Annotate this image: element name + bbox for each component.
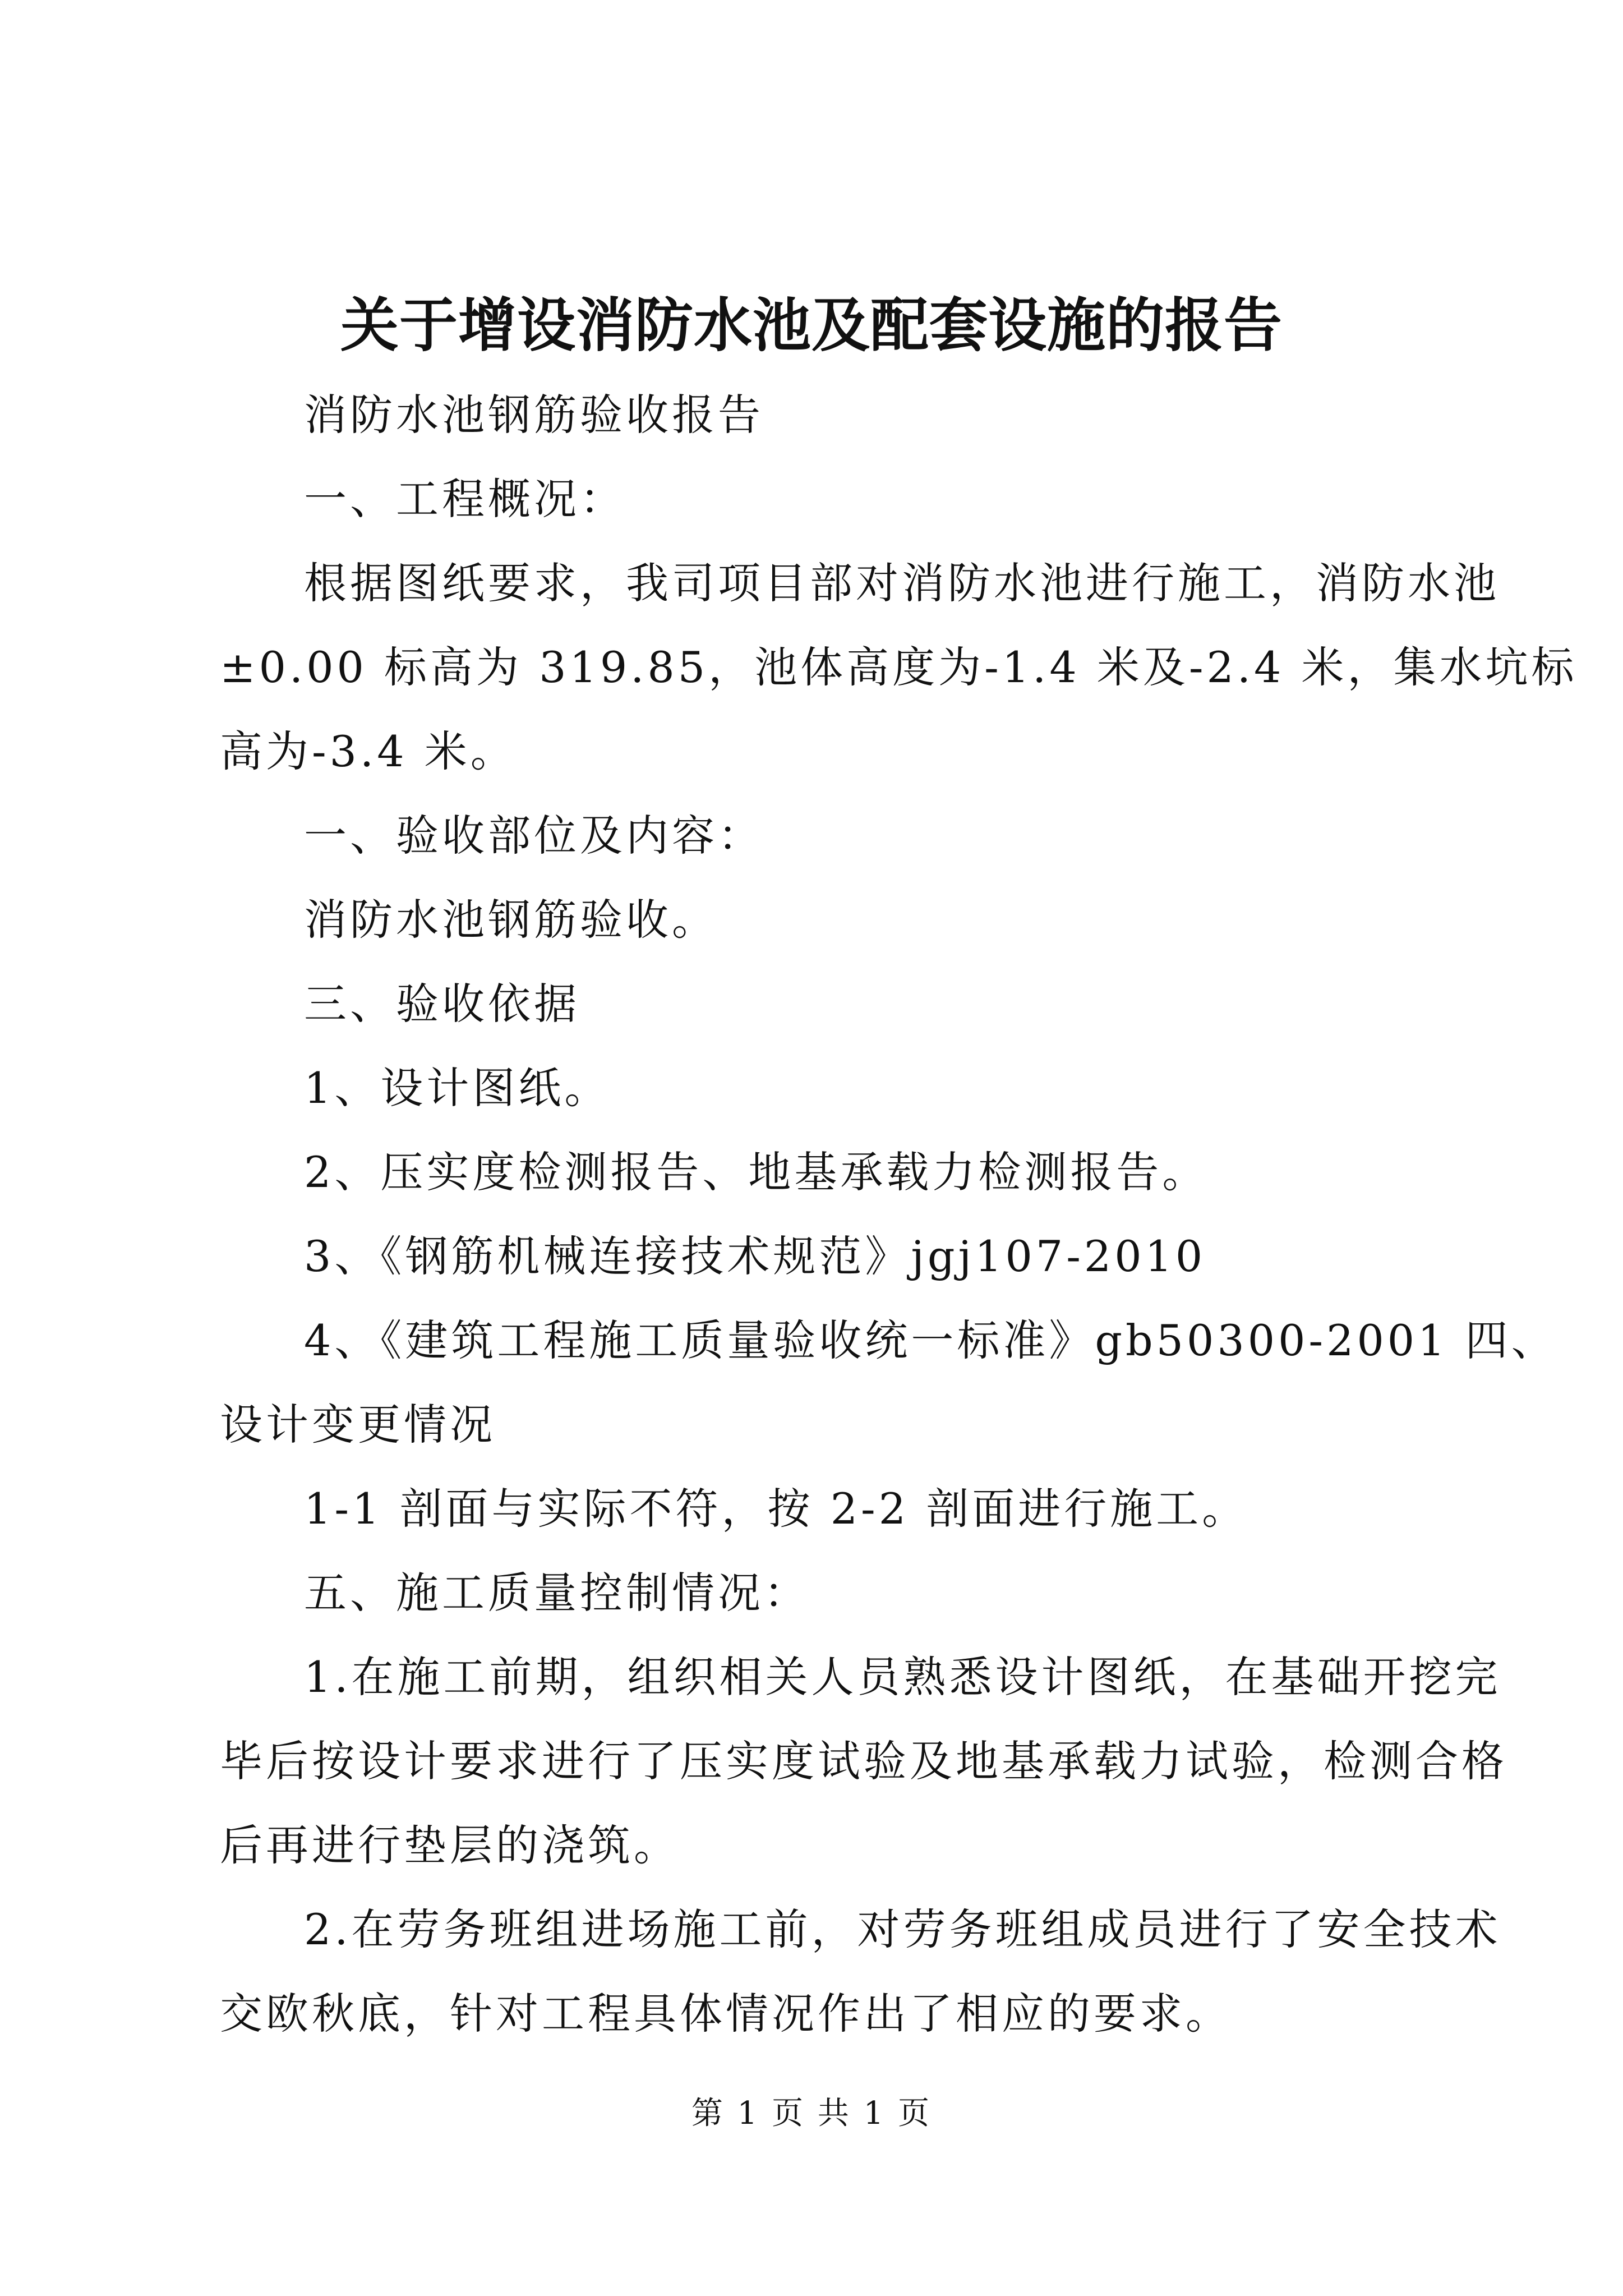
list-item-quality-1 (220, 1635, 1507, 1888)
page-footer: 第 1 页 共 1 页 (691, 2095, 932, 2132)
document-subtitle: 消防水池钢筋验收报告 (304, 390, 764, 440)
text-line: 4、《建筑工程施工质量验收统一标准》gb50300-2001 四、 (304, 1315, 1557, 1365)
text-line: ±0.00 标高为 319.85，池体高度为-1.4 米及-2.4 米，集水坑标 (220, 642, 1578, 692)
list-item-basis-4 (220, 1299, 1557, 1467)
section-body-design-change: 1-1 剖面与实际不符，按 2-2 剖面进行施工。 (304, 1484, 1248, 1534)
text-line: 毕后按设计要求进行了压实度试验及地基承载力试验，检测合格 (220, 1736, 1507, 1786)
text-line: 后再进行垫层的浇筑。 (220, 1820, 680, 1870)
section-body-overview (220, 541, 1578, 794)
section-heading-basis: 三、验收依据 (304, 979, 580, 1029)
text-line: 高为-3.4 米。 (220, 726, 517, 776)
list-item-quality-2 (220, 1888, 1501, 2056)
text-line: 1.在施工前期，组织相关人员熟悉设计图纸，在基础开挖完 (304, 1652, 1501, 1702)
list-item-basis-2: 2、压实度检测报告、地基承载力检测报告。 (304, 1147, 1209, 1197)
text-line: 2.在劳务班组进场施工前，对劳务班组成员进行了安全技术 (304, 1904, 1501, 1954)
section-heading-quality: 五、施工质量控制情况： (304, 1568, 810, 1618)
section-heading-scope: 一、验收部位及内容： (304, 811, 764, 861)
document-title: 关于增设消防水池及配套设施的报告 (340, 291, 1283, 360)
text-line: 交欧秋底，针对工程具体情况作出了相应的要求。 (220, 1989, 1232, 2039)
list-item-basis-3: 3、《钢筋机械连接技术规范》jgj107-2010 (304, 1231, 1206, 1281)
section-body-scope: 消防水池钢筋验收。 (304, 895, 718, 945)
list-item-basis-1: 1、设计图纸。 (304, 1063, 611, 1113)
text-line: 根据图纸要求，我司项目部对消防水池进行施工，消防水池 (304, 558, 1500, 608)
section-heading-overview: 一、工程概况： (304, 474, 626, 524)
text-line: 设计变更情况 (220, 1400, 496, 1450)
